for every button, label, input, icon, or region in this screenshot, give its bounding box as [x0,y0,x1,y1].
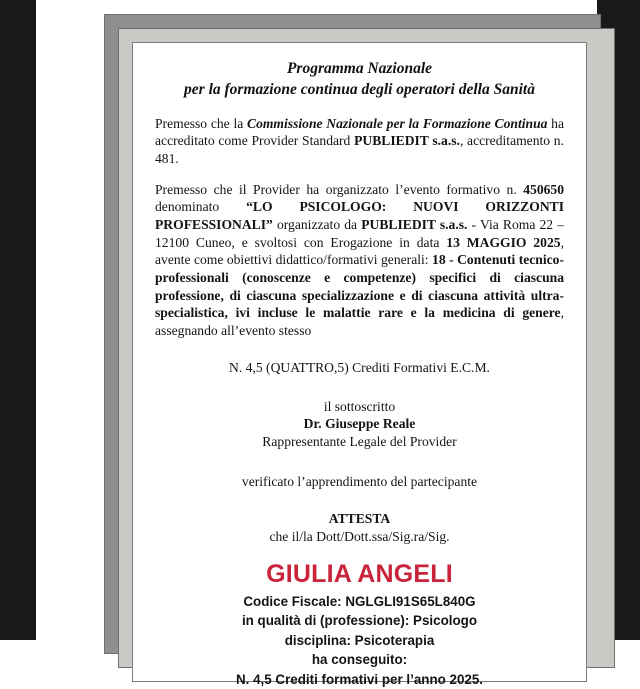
p1-provider-name: PUBLIEDIT s.a.s. [354,133,460,149]
p2-text-6: , assegnando all’evento stesso [155,305,564,338]
p2-event-number: 450650 [523,181,564,197]
premise-paragraph-accreditation [155,115,564,168]
signature-block [155,398,564,452]
verification-line: verificato l’apprendimento del partecipante [241,474,478,490]
signature-prefix: il sottoscritto [323,398,396,414]
p2-event-title: “LO PSICOLOGO: NUOVI ORIZZONTI PROFESSIONALI” [155,199,564,232]
p2-text-1: Premesso che il Provider ha organizzato l’evento formativo n. [155,181,524,197]
participant-credits-line: N. 4,5 Crediti formativi per l’anno 2025. [235,671,484,687]
p2-provider-name: PUBLIEDIT s.a.s. [361,216,468,232]
title-line-2: per la formazione continua degli operatori della Sanità [184,80,535,98]
participant-achieved-label: ha conseguito: [311,652,408,668]
title-line-1: Programma Nazionale [286,60,433,77]
attesta-subline: che il/la Dott/Dott.ssa/Sig.ra/Sig. [269,529,450,545]
certificate-page [132,42,587,687]
p2-text-4: - Via Roma 22 – 12100 Cuneo, e svoltosi con Erogazione in data [155,216,564,250]
left-letterbox-bar [0,0,36,640]
participant-discipline: disciplina: Psicoterapia [284,632,435,648]
page-title [155,59,564,101]
participant-profession: in qualità di (professione): Psicologo [241,613,478,629]
signatory-name: Dr. Giuseppe Reale [303,416,416,432]
p2-text-2: denominato [155,199,247,215]
participant-fiscal-code: Codice Fiscale: NGLGLI91S65L840G [243,593,476,609]
p2-objective-text: 18 - Contenuti tecnico-professionali (conoscenze e competenze) specifici di ciascuna professione, di ciascuna specializzazione e di ciascuna attività ultra-specialistica, ivi incluse le malattie rare e la medicina di genere [155,252,564,321]
ecm-credits-line: N. 4,5 (QUATTRO,5) Crediti Formativi E.C.M. [229,359,490,375]
p2-text-3: organizzato da [272,216,362,232]
participant-name: GIULIA ANGELI [266,560,453,589]
p1-text-2: ha accreditato come Provider Standard [155,115,565,149]
attesta-heading: ATTESTA [328,511,391,527]
p1-commissione-name: Commissione Nazionale per la Formazione Continua [247,115,548,131]
certificate-content [133,43,586,689]
attesta-block [155,510,564,546]
p2-event-date: 13 MAGGIO 2025 [446,234,561,250]
participant-details [155,592,564,689]
p2-text-5: , avente come obiettivi didattico/formativi generali: [155,234,564,268]
p1-text-1: Premesso che la [155,115,247,131]
signatory-role: Rappresentante Legale del Provider [262,434,457,450]
premise-paragraph-event [155,181,564,340]
p1-text-3: , accreditamento n. 481. [155,133,564,166]
